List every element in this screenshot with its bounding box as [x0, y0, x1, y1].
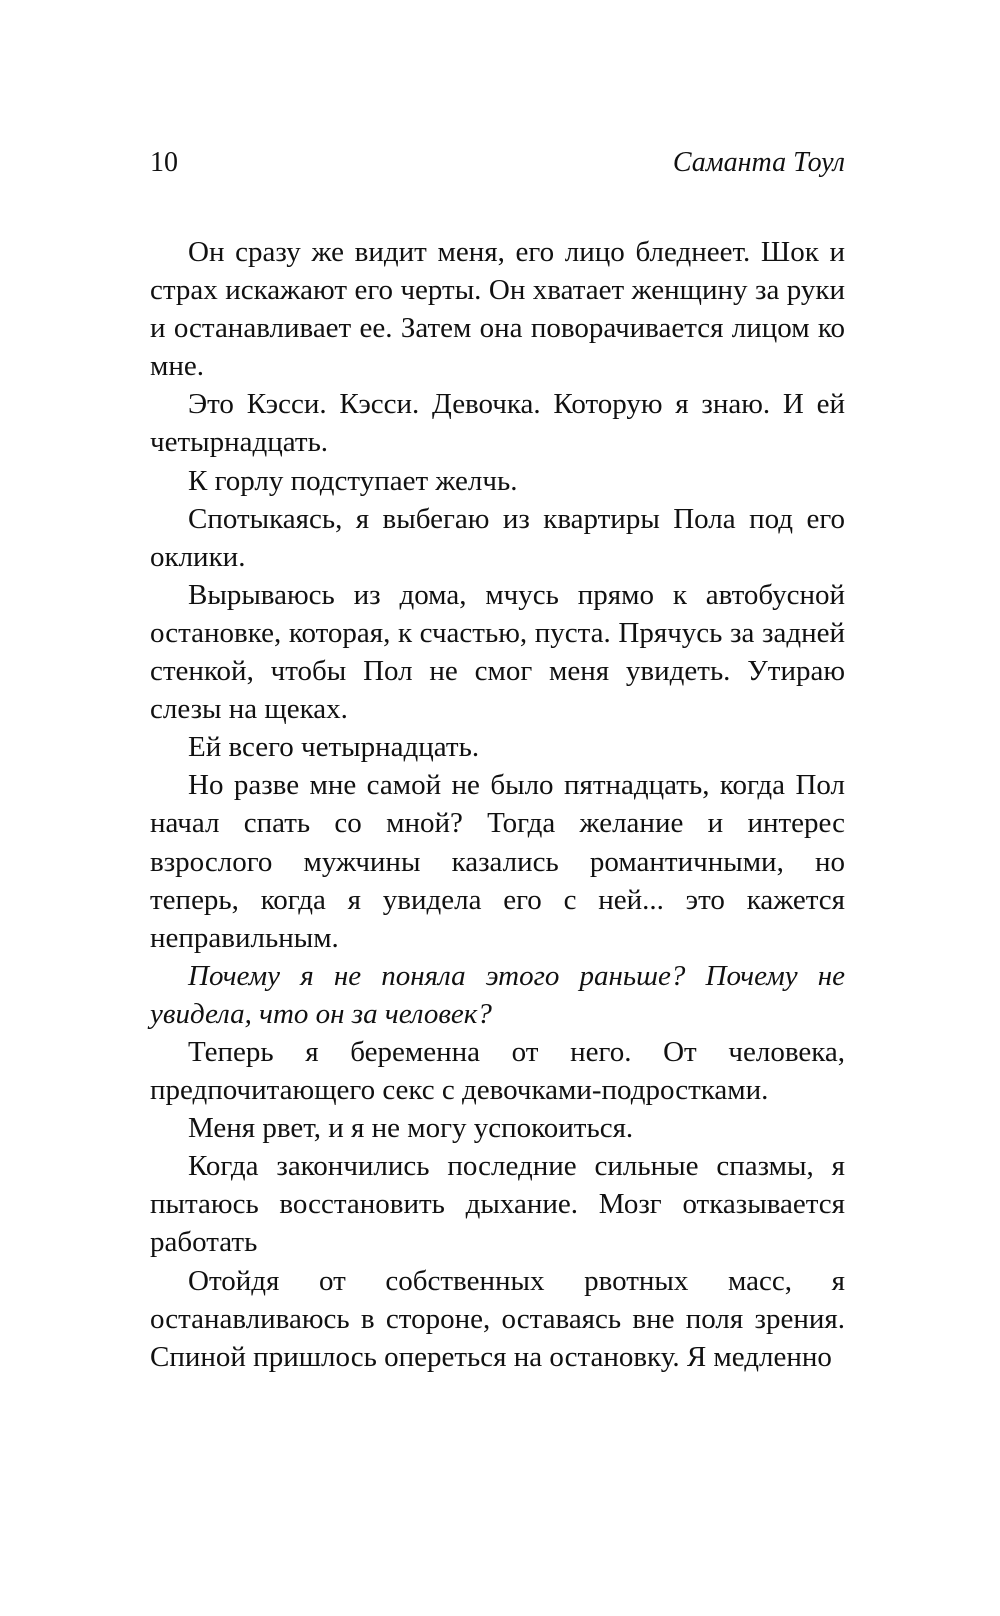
page-number: 10 — [150, 147, 178, 178]
paragraph: Когда закончились последние сильные спазмы, я пытаюсь восстановить дыхание. Мозг отказывается работать — [150, 1150, 845, 1259]
paragraph: Вырываюсь из дома, мчусь прямо к автобусной остановке, которая, к счастью, пуста. Прячусь за задней стенкой, чтобы Пол не смог меня увидеть. Утираю слезы на щеках. — [150, 578, 845, 726]
paragraph: Спотыкаясь, я выбегаю из квартиры Пола под его оклики. — [150, 502, 845, 573]
paragraph: Он сразу же видит меня, его лицо бледнеет. Шок и страх искажают его черты. Он хватает женщину за руки и останавливает ее. Затем она поворачивается лицом ко мне. — [150, 236, 845, 383]
running-title: Саманта Тоул — [672, 147, 845, 178]
paragraph: Это Кэсси. Кэсси. Девочка. Которую я знаю. И ей четырнадцать. — [150, 388, 845, 459]
paragraph: Теперь я беременна от него. От человека, предпочитающего секс с девочками-подростками. — [150, 1035, 845, 1107]
paragraph: Отойдя от собственных рвотных масс, я останавливаюсь в стороне, оставаясь вне поля зрения. Спиной пришлось опереться на остановку. Я медленно — [150, 1264, 845, 1373]
paragraph: Ей всего четырнадцать. — [188, 731, 480, 764]
running-head — [150, 143, 845, 183]
body-text — [150, 233, 845, 1376]
paragraph: Но разве мне самой не было пятнадцать, когда Пол начал спать со мной? Тогда желание и интерес взрослого мужчины казались романтичными, но теперь, когда я увидела его с ней... это кажется неправильным. — [150, 769, 845, 954]
paragraph: К горлу подступает желчь. — [188, 464, 518, 497]
paragraph: Меня рвет, и я не могу успокоиться. — [188, 1112, 634, 1145]
italic-paragraph: Почему я не поняла этого раньше? Почему не увидела, что он за человек? — [150, 959, 845, 1030]
